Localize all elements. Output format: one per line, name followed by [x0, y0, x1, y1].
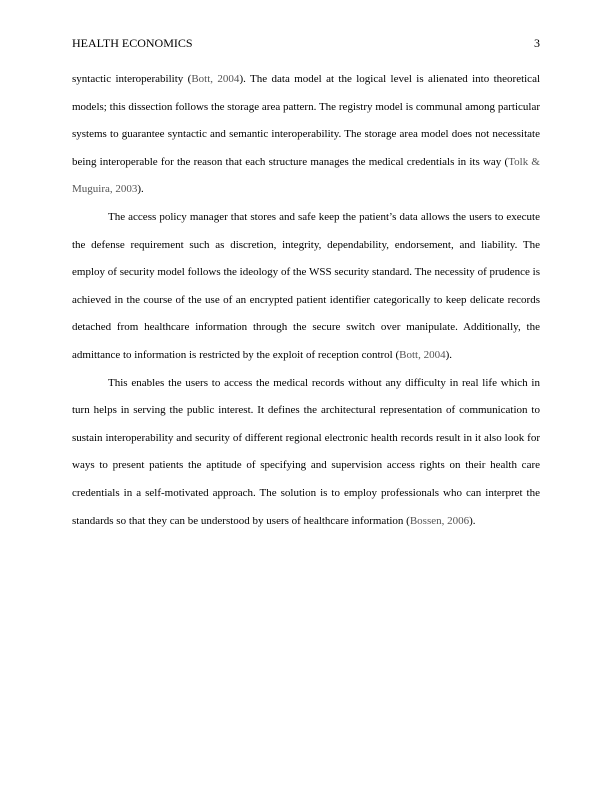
- paragraph-3-tail: ).: [469, 514, 476, 527]
- page-number: 3: [534, 36, 540, 50]
- paragraph-1-lead: syntactic interoperability (: [72, 73, 192, 85]
- paragraph-1-tail: ).: [137, 183, 144, 196]
- paragraph-3-lead: This enables the users to access the medical records without any difficulty in real life which in turn helps in serving the public interest. It defines the architectural representation of communication to sustain interoperability and security of different regional electronic health records result in it also look for ways to present patients the aptitude of specifying and supervision access rights on their health care credentials in a self-motivated approach. The solution is to employ professionals who can interpret the standards so that they can be understood by users of healthcare information (: [72, 376, 540, 527]
- paragraph-3: [72, 370, 540, 536]
- paragraph-1: [72, 66, 540, 204]
- citation-bott-2004: Bott, 2004: [191, 73, 240, 85]
- citation-tolk-muguira-2003: Tolk & Muguira, 2003: [72, 155, 540, 196]
- paragraph-2-tail: ).: [445, 348, 453, 361]
- paragraph-2: [72, 204, 540, 370]
- paragraph-1-text: ). The data model at the logical level is alienated into theoretical models; this dissection follows the storage area pattern. The registry model is communal among particular systems to guarantee syntactic and semantic interoperability. The storage area model does not necessitate being interoperable for the reason that each structure manages the medical credentials in its way (: [72, 73, 541, 168]
- citation-bott-2004: Bott, 2004: [399, 348, 446, 361]
- running-head: HEALTH ECONOMICS: [72, 36, 193, 50]
- paragraph-2-lead: The access policy manager that stores and safe keep the patient’s data allows the users to execute the defense requirement such as discretion, integrity, dependability, endorsement, and liability. The employ of security model follows the ideology of the WSS security standard. The necessity of prudence is achieved in the course of the use of an encrypted patient identifier categorically to keep delicate records detached from healthcare information through the secure switch over manipulate. Additionally, the admittance to information is restricted by the exploit of reception control (: [72, 210, 540, 361]
- citation-bossen-2006: Bossen, 2006: [409, 514, 470, 527]
- body-text: [72, 66, 540, 535]
